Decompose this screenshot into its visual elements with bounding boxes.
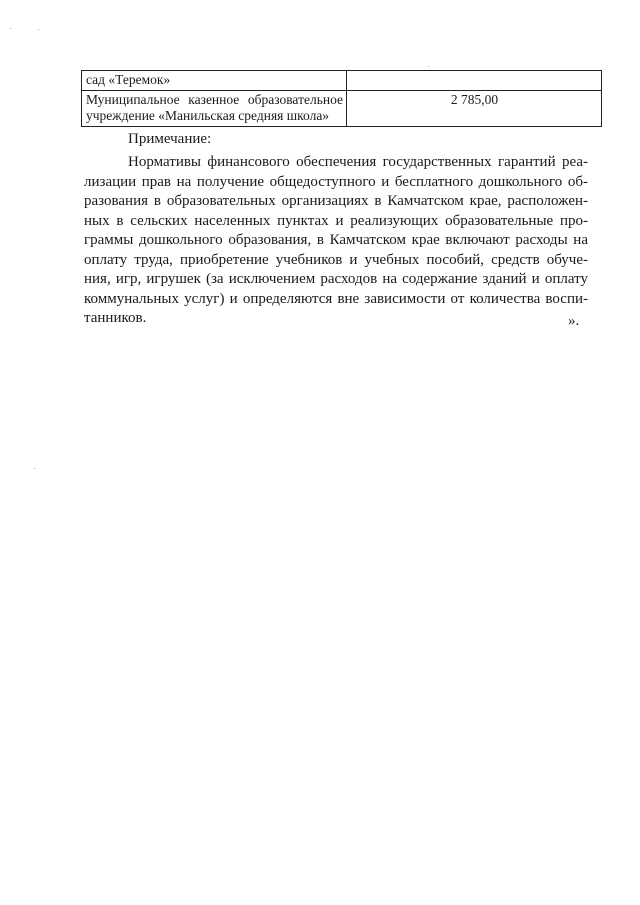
table-cell-text: сад «Теремок» <box>86 72 171 87</box>
note-line: граммы дошкольного образования, в Камчатском крае включают расходы на <box>84 232 588 248</box>
scan-speck <box>10 28 11 29</box>
table-cell-name <box>82 91 347 127</box>
note-line: разования в образовательных организациях в Камчатском крае, расположен- <box>84 193 588 209</box>
note-line: ных в сельских населенных пунктах и реализующих образовательные про- <box>84 212 588 229</box>
table-cell-text: учреждение «Манильская средняя школа» <box>86 108 330 123</box>
normatives-table <box>81 70 602 127</box>
table-row <box>82 91 602 127</box>
note-paragraph <box>84 153 588 329</box>
note-line: коммунальных услуг) и определяются вне зависимости от количества воспи- <box>84 290 588 307</box>
note-line: лизации прав на получение общедоступного и бесплатного дошкольного об- <box>84 173 588 190</box>
table-cell-value: 2 785,00 <box>347 91 602 127</box>
note-line: Нормативы финансового обеспечения государственных гарантий реа- <box>128 154 588 170</box>
note-line: танников. <box>84 310 147 326</box>
note-line: ния, игр, игрушек (за исключением расходов на содержание зданий и оплату <box>84 271 588 287</box>
table-cell-text: Муниципальное казенное образовательное <box>86 92 343 107</box>
closing-quote: ». <box>568 313 580 329</box>
scan-speck <box>428 66 429 67</box>
note-line: оплату труда, приобретение учебников и учебных пособий, средств обуче- <box>84 251 588 268</box>
scan-speck <box>38 29 39 30</box>
note-heading: Примечание: <box>128 131 212 147</box>
table-row <box>82 71 602 91</box>
table-cell-name <box>82 71 347 91</box>
scan-speck <box>34 468 35 469</box>
table-cell-value <box>347 71 602 91</box>
